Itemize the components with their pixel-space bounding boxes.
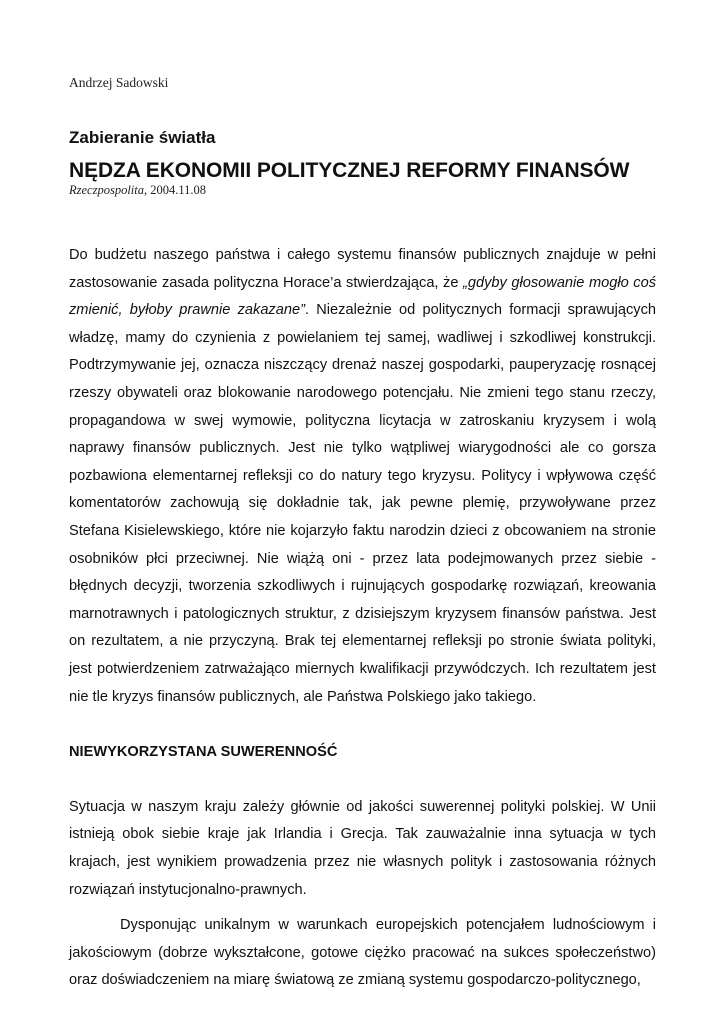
article-source [69,183,206,198]
paragraph-sovereignty-2: Dysponując unikalnym w warunkach europejskich potencjałem ludnościowym i jakościowym (dobrze wykształcone, gotowe ciężko pracować na sukces społeczeństwo) oraz doświadczeniem na miarę światową ze zmianą systemu gospodarczo-politycznego, [69,917,656,989]
paragraph-text: . Niezależnie od politycznych formacji sprawujących władzę, mamy do czynienia z powielaniem tej samej, wadliwej i szkodliwej konstrukcji. Podtrzymywanie jej, oznacza niszczący drenaż naszej gospodarki, pauperyzację rosnącej rzeszy obywateli oraz blokowanie narodowego potencjału. Nie zmieni tego stanu rzeczy, propagandowa w swej wymowie, polityczna licytacja w zatroskaniu kryzysem i wolą naprawy finansów publicznych. Jest nie tylko wątpliwej wiarygodności ale co gorsza pozbawiona elementarnej refleksji co do natury tego kryzysu. Politycy i wpływowa część komentatorów zachowują się dokładnie tak, jak pewne plemię, przywoływane przez Stefana Kisielewskiego, które nie kojarzyło faktu narodzin dzieci z obcowaniem na stronie osobników płci przeciwnej. Nie wiążą oni - przez lata podejmowanych przez siebie - błędnych decyzji, tworzenia szkodliwych i rujnujących gospodarkę rozwiązań, kreowania marnotrawnych i patologicznych struktur, z dzisiejszym kryzysem finansów państwa. Jest on rezultatem, a nie przyczyną. Brak tej elementarnej refleksji po stronie świata polityki, jest potwierdzeniem zatrważająco miernych kwalifikacji przywódczych. Ich rezultatem jest nie tle kryzys finansów publicznych, ale Państwa Polskiego jako takiego. [69,302,656,705]
paragraph-intro [69,242,656,711]
article-body [69,242,656,995]
article-subtitle: Zabieranie światła [69,128,216,147]
article-title: NĘDZA EKONOMII POLITYCZNEJ REFORMY FINANSÓW [69,159,630,182]
quote: „gdyby głosowanie mogło coś zmienić, byłoby prawnie zakazane” [69,274,656,319]
paragraph-sovereignty-1: Sytuacja w naszym kraju zależy głównie od jakości suwerennej polityki polskiej. W Unii istnieją obok siebie kraje jak Irlandia i Grecja. Tak zauważalnie inna sytuacja w tych krajach, jest wynikiem prowadzenia przez nie własnych polityk i zastosowania różnych rozwiązań instytucjonalno-prawnych. [69,798,656,898]
paragraph-text: Do budżetu naszego państwa i całego systemu finansów publicznych znajduje w pełni zastosowanie zasada polityczna Horace’a stwierdzająca, że [69,247,656,291]
source-publication: Rzeczpospolita [69,183,144,197]
author-name: Andrzej Sadowski [69,75,169,90]
section-heading: NIEWYKORZYSTANA SUWERENNOŚĆ [69,743,338,760]
source-date: , 2004.11.08 [144,183,207,197]
